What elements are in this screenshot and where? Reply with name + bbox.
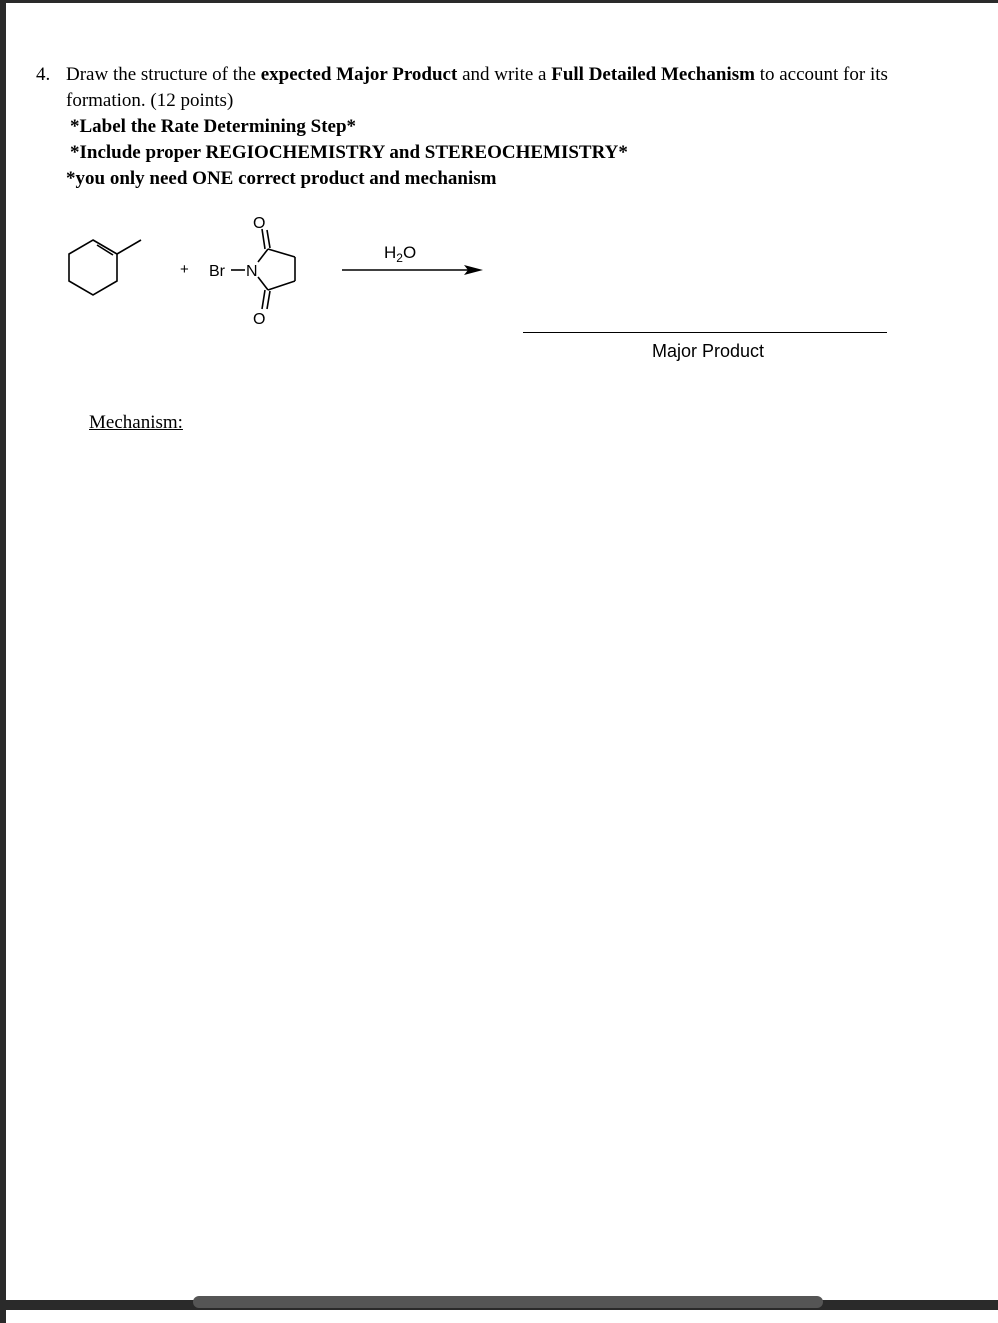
carbonyl-top-bond-2 [267, 230, 270, 248]
note-one-product: *you only need ONE correct product and mechanism [66, 168, 497, 189]
major-product-label: Major Product [651, 341, 765, 361]
mechanism-label: Mechanism: [89, 412, 183, 433]
horizontal-scrollbar-thumb[interactable] [193, 1296, 823, 1308]
note-rate-determining-step: *Label the Rate Determining Step* [70, 116, 357, 137]
carbonyl-bottom-bond-2 [267, 291, 270, 309]
bromine-label: Br [209, 263, 225, 280]
question-block [36, 62, 888, 192]
product-answer-line [523, 332, 887, 333]
reagent-subscript: 2 [396, 251, 403, 265]
question-number: 4. [36, 64, 51, 85]
question-line-2: formation. (12 points) [66, 90, 234, 111]
nitrogen-label: N [246, 263, 258, 280]
question-emphasis-mechanism: Full Detailed Mechanism [551, 64, 755, 85]
window-top-border [0, 0, 998, 3]
note-regio-stereo: *Include proper REGIOCHEMISTRY and STEREOCHEMISTRY* [70, 142, 628, 163]
carbonyl-bottom-bond-1 [262, 290, 265, 309]
oxygen-bottom-label: O [253, 311, 266, 328]
methylcyclohexene-structure [69, 240, 141, 295]
reagent-h: H [384, 243, 397, 262]
carbonyl-top-bond-1 [262, 229, 265, 249]
question-text-e: to account for its [754, 64, 888, 85]
question-text-c: and write a [457, 64, 552, 85]
reagent-o: O [402, 243, 417, 262]
question-emphasis-product: expected Major Product [260, 64, 458, 85]
plus-sign: + [180, 261, 189, 278]
question-line-1 [36, 62, 888, 88]
methyl-bond [117, 240, 141, 254]
reagent-label [384, 243, 416, 265]
question-text-a: Draw the structure of the [66, 64, 261, 85]
oxygen-top-label: O [253, 215, 266, 232]
nbs-structure [209, 215, 295, 328]
